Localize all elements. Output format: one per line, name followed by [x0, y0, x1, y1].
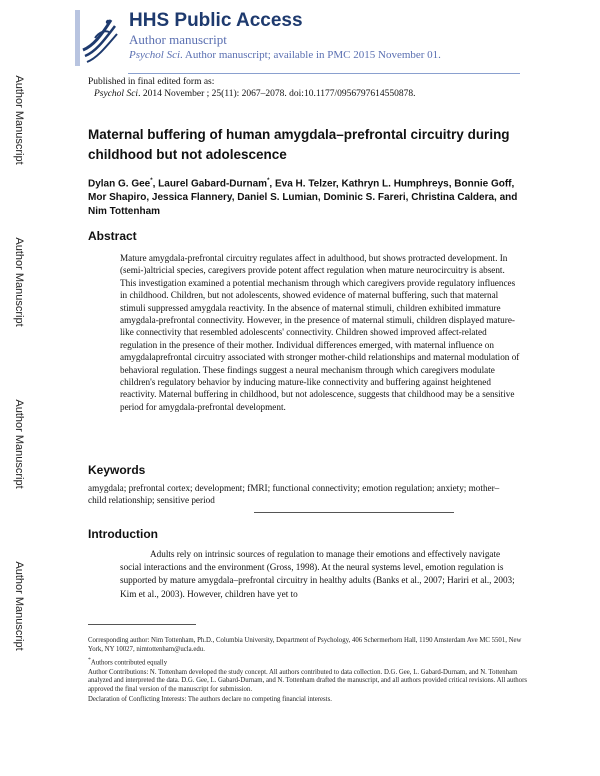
citation: [88, 88, 415, 100]
citation-journal: Psychol Sci: [94, 89, 139, 99]
equal-mark-2: *: [267, 178, 270, 184]
equal-note-mark: *: [88, 656, 91, 663]
equal-contribution-note: [88, 656, 528, 668]
availability-line: [129, 48, 539, 63]
authors-rest: , Eva H. Telzer, Kathryn L. Humphreys, Bonnie Goff, Mor Shapiro, Jessica Flannery, Daniel S. Lumian, Dominic S. Fareri, Christina Caldera, and Nim Tottenham: [88, 178, 518, 218]
abstract-heading: Abstract: [88, 229, 137, 243]
author-list: [88, 174, 518, 219]
availability-text: . Author manuscript; available in PMC 2015 November 01.: [180, 49, 441, 61]
equal-note-text: Authors contributed equally: [90, 658, 168, 666]
author-contributions: Author Contributions: N. Tottenham developed the study concept. All authors contributed to data collection. D.G. Gee, L. Gabard-Durnam, and N. Tottenham analyzed and interpreted the data. D.G. Gee, L. Gabard-Durnam, and N. Tottenham drafted the manuscript, and all authors provided critical revisions. All authors approved the final version of the manuscript for submission.: [88, 668, 527, 694]
author-manuscript-label: Author manuscript: [129, 32, 227, 47]
footnotes: [88, 637, 528, 706]
hhs-header: [75, 10, 545, 72]
author-gee: Dylan G. Gee: [88, 178, 151, 190]
equal-mark-1: *: [150, 178, 153, 184]
header-divider: [128, 73, 520, 74]
introduction-heading: Introduction: [88, 527, 158, 541]
keywords-divider: [254, 512, 454, 513]
hhs-eagle-logo-icon: [75, 10, 121, 66]
keywords-heading: Keywords: [88, 463, 146, 477]
author-manuscript-sidebar: [0, 0, 36, 776]
side-label-4: Author Manuscript: [13, 561, 25, 651]
abstract-text: Mature amygdala-prefrontal circuitry regulates affect in adulthood, but shows protracted development. In (semi-)altricial species, caregivers provide potent affect regulation when mature neurocircuitry is absent. This investigation examined a potential mechanism through which caregivers provide regulatory influences in childhood. Children, but not adolescents, showed evidence of maternal buffering, such that maternal stimuli suppressed amygdala reactivity. In the absence of maternal stimuli, children exhibited immature amygdala-prefrontal connectivity. However, in the presence of maternal stimuli, children displayed mature-like connectivity that resembled adolescents' connectivity. Children showed improved affect-related regulation in the presence of their mother. Individual differences emerged, with maternal influence on amygdalaprefrontal circuitry associated with stronger mother-child relationships and maternal modulation of behavioral regulation. These findings suggest a neural mechanism through which caregivers modulate children's regulatory behavior by inducing mature-like connectivity and buffering against heightened reactivity. Maternal buffering in childhood, but not adolescence, suggests that childhood may be a sensitive period for amygdala-prefrontal development.: [120, 253, 520, 412]
conflicts-of-interest: Declaration of Conflicting Interests: The authors declare no competing financial interests.: [88, 696, 332, 704]
side-label-2: Author Manuscript: [13, 237, 25, 327]
author-gabard-durnam: , Laurel Gabard-Durnam: [152, 178, 268, 190]
side-label-1: Author Manuscript: [13, 75, 25, 165]
footnote-divider: [88, 624, 196, 625]
citation-details: . 2014 November ; 25(11): 2067–2078. doi:10.1177/0956797614550878.: [138, 89, 416, 99]
hhs-title: HHS Public Access: [129, 10, 303, 31]
keywords-text: amygdala; prefrontal cortex; development; fMRI; functional connectivity; emotion regulation; anxiety; mother–child relationship; sensitive period: [88, 483, 500, 506]
corresponding-author: Corresponding author: Nim Tottenham, Ph.D., Columbia University, Department of Psychology, 406 Schermerhorn Hall, 1190 Amsterdam Ave MC 5501, New York, NY 10027, nimtottenham@ucla.edu.: [88, 637, 522, 653]
introduction-text: Adults rely on intrinsic sources of regulation to manage their emotions and effectively navigate social interactions and the environment (Gross, 1998). At the neural systems level, emotion regulation is supported by mature amygdala–prefrontal circuitry in healthy adults (Banks et al., 2007; Hariri et al., 2003; Kim et al., 2003). However, children have yet to: [120, 549, 515, 599]
header-journal: Psychol Sci: [129, 49, 181, 61]
side-label-3: Author Manuscript: [13, 399, 25, 489]
article-title: Maternal buffering of human amygdala–prefrontal circuitry during childhood but not adolescence: [88, 127, 510, 162]
published-label: Published in final edited form as:: [88, 77, 215, 87]
publication-info: [88, 76, 415, 100]
